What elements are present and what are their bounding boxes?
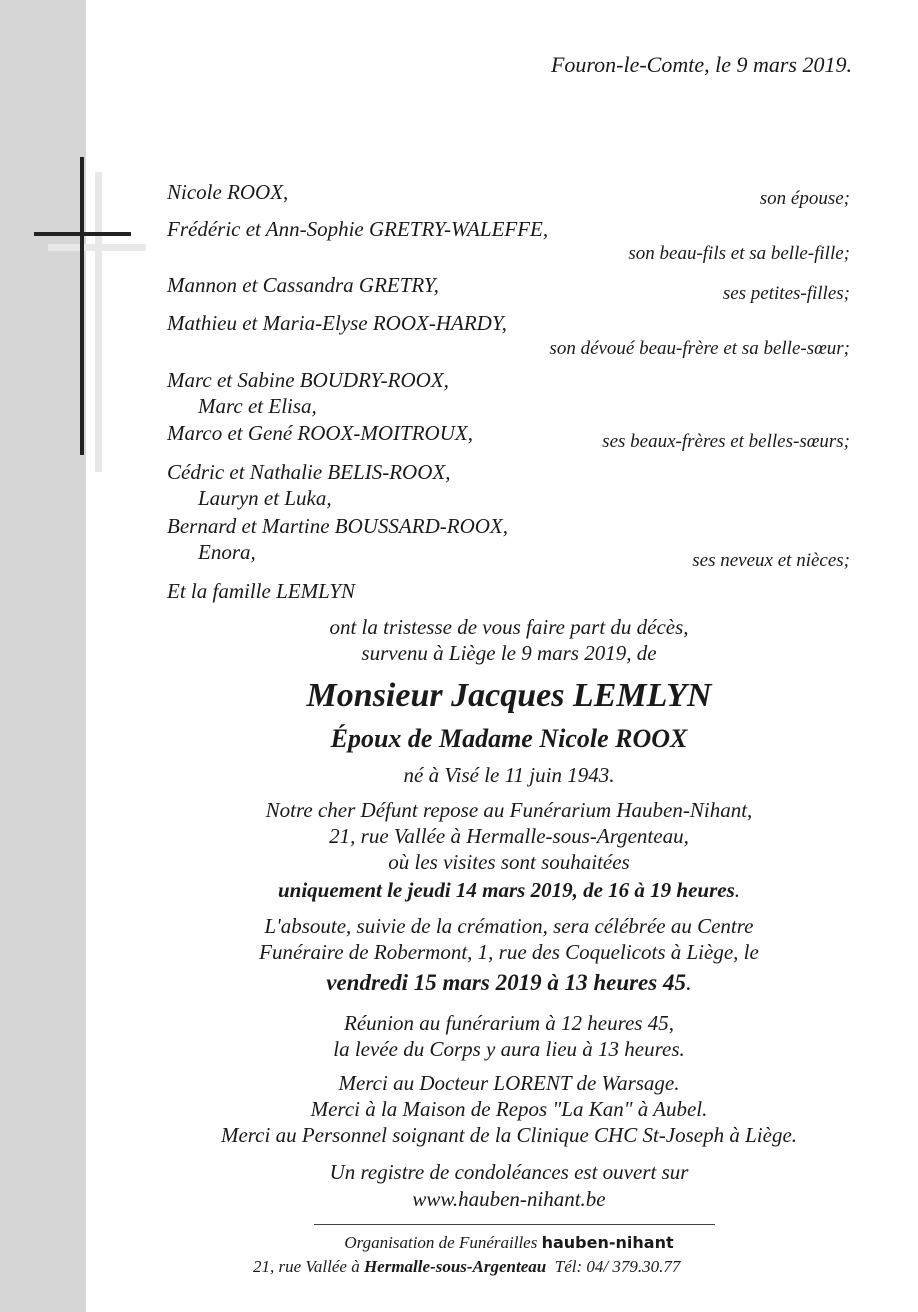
visitation-line: 21, rue Vallée à Hermalle-sous-Argenteau, (329, 824, 689, 848)
thanks-line: Merci à la Maison de Repos "La Kan" à Aubel. (310, 1097, 708, 1121)
visitation-when-text: uniquement le jeudi 14 mars 2019, de 16 à 19 heures (277, 878, 735, 902)
visitation-period: . (734, 878, 741, 902)
family-relation: son dévoué beau-frère et sa belle-sœur; (549, 338, 850, 359)
thanks-line: Merci au Personnel soignant de la Clinique CHC St-Joseph à Liège. (220, 1123, 798, 1147)
ceremony-period: . (685, 970, 692, 995)
register-line: Un registre de condoléances est ouvert sur (329, 1160, 689, 1184)
deceased-spouse: Époux de Madame Nicole ROOX (330, 724, 688, 753)
family-relation: ses neveux et nièces; (692, 550, 850, 571)
family-name: Mannon et Cassandra GRETRY, (167, 273, 439, 297)
family-name: Mathieu et Maria-Elyse ROOX-HARDY, (167, 311, 507, 335)
footer-phone: Tél: 04/ 379.30.77 (554, 1257, 681, 1276)
family-relation: son beau-fils et sa belle-fille; (628, 243, 850, 264)
family-name: Bernard et Martine BOUSSARD-ROOX, (167, 514, 508, 538)
deceased-birth: né à Visé le 11 juin 1943. (403, 763, 615, 787)
announcement-line: ont la tristesse de vous faire part du décès, (329, 615, 689, 639)
thanks-line: Merci au Docteur LORENT de Warsage. (338, 1071, 680, 1095)
footer-address (253, 1257, 680, 1277)
left-grey-band (0, 0, 86, 1312)
family-name: Cédric et Nathalie BELIS-ROOX, (167, 460, 451, 484)
visitation-line: Notre cher Défunt repose au Funérarium Hauben-Nihant, (265, 798, 753, 822)
visitation-line: où les visites sont souhaitées (388, 850, 630, 874)
family-relation: son épouse; (759, 188, 850, 209)
place-date: Fouron-le-Comte, le 9 mars 2019. (550, 52, 852, 77)
footer-org-prefix: Organisation de Funérailles (344, 1233, 538, 1252)
register-url: www.hauben-nihant.be (412, 1187, 606, 1211)
family-relation: ses petites-filles; (722, 283, 850, 304)
footer-address-town: Hermalle-sous-Argenteau (363, 1257, 547, 1276)
family-name: Marco et Gené ROOX-MOITROUX, (167, 421, 473, 445)
family-name: Frédéric et Ann-Sophie GRETRY-WALEFFE, (167, 217, 549, 241)
gathering-line: Réunion au funérarium à 12 heures 45, (344, 1011, 674, 1035)
footer-divider (314, 1224, 715, 1225)
visitation-when (86, 878, 918, 903)
family-sub: Lauryn et Luka, (198, 486, 332, 510)
family-sub: Marc et Elisa, (198, 394, 317, 418)
family-name: Nicole ROOX, (167, 180, 289, 204)
ceremony-when-text: vendredi 15 mars 2019 à 13 heures 45 (326, 970, 686, 995)
family-sub: Enora, (198, 540, 256, 564)
ceremony-line: L'absoute, suivie de la crémation, sera célébrée au Centre (264, 914, 754, 938)
ceremony-line: Funéraire de Robermont, 1, rue des Coquelicots à Liège, le (259, 940, 759, 964)
ceremony-when (86, 970, 918, 996)
announcement-line: survenu à Liège le 9 mars 2019, de (361, 641, 657, 665)
family-name: Et la famille LEMLYN (167, 579, 356, 603)
footer-organisation (86, 1233, 918, 1253)
footer-address-prefix: 21, rue Vallée à (253, 1257, 360, 1276)
gathering-line: la levée du Corps y aura lieu à 13 heures. (333, 1037, 685, 1061)
deceased-name: Monsieur Jacques LEMLYN (306, 677, 712, 714)
funeral-home-logo: hauben-nihant (541, 1233, 674, 1252)
family-name: Marc et Sabine BOUDRY-ROOX, (167, 368, 449, 392)
family-relation: ses beaux-frères et belles-sœurs; (602, 431, 850, 452)
